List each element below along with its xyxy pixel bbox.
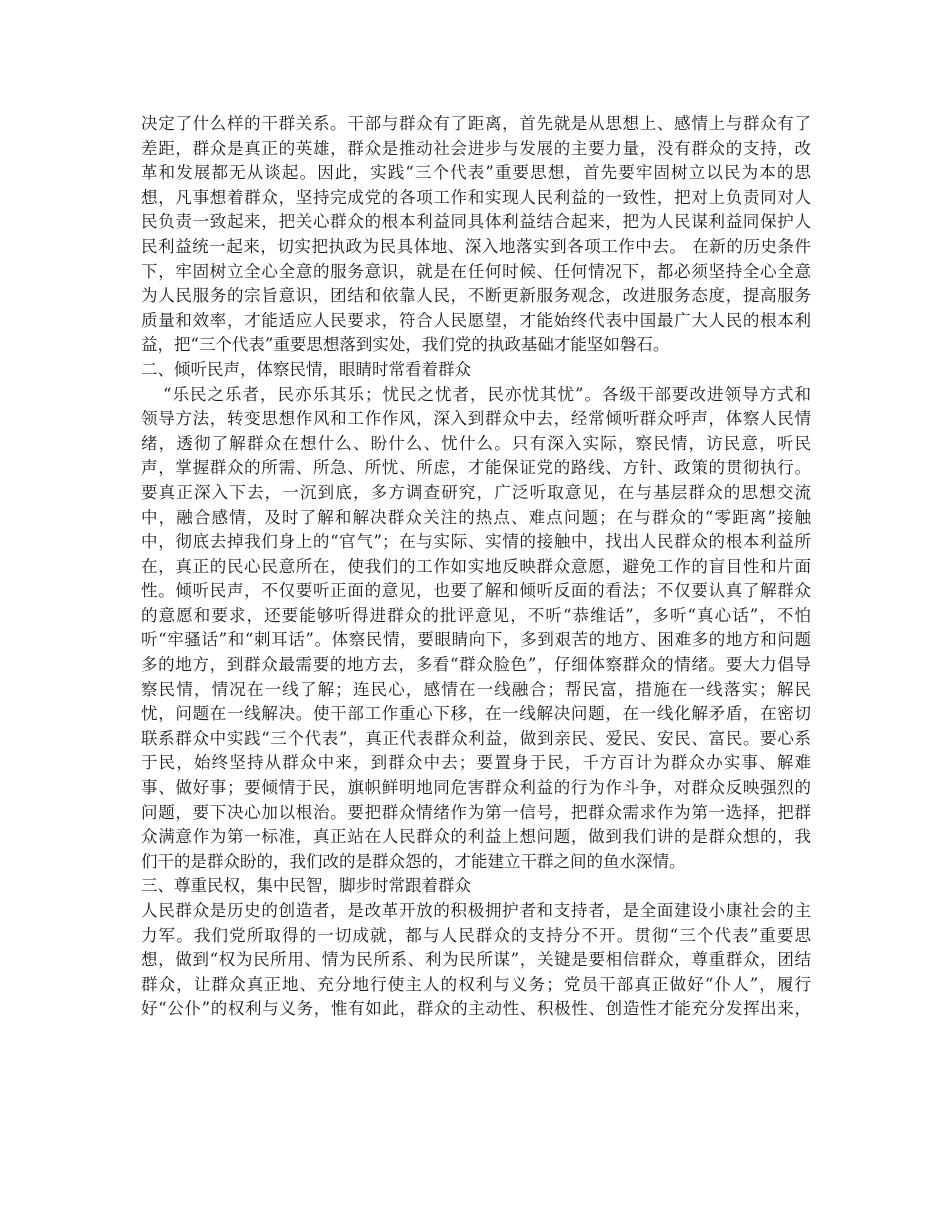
text-line: 事、做好事；要倾情于民，旗帜鲜明地同危害群众利益的行为作斗争，对群众反映强烈的 — [141, 778, 811, 798]
text-line: 多的地方，到群众最需要的地方去，多看“群众脸色”，仔细体察群众的情绪。要大力倡导 — [141, 655, 811, 675]
text-line: 想，凡事想着群众，坚持完成党的各项工作和实现人民利益的一致性，把对上负责同对人 — [141, 187, 811, 207]
text-line: “乐民之乐者，民亦乐其乐；忧民之忧者，民亦忧其忧”。各级干部要改进领导方式和 — [163, 384, 811, 404]
text-line: 听“牢骚话”和“刺耳话”。体察民情，要眼睛向下，多到艰苦的地方、困难多的地方和问题 — [141, 630, 811, 650]
text-line: 绪，透彻了解群众在想什么、盼什么、忧什么。只有深入实际，察民情，访民意，听民 — [141, 433, 811, 453]
section-heading: 二、倾听民声，体察民情，眼睛时常看着群众 — [141, 359, 471, 379]
text-line: 要真正深入下去，一沉到底，多方调查研究，广泛听取意见，在与基层群众的思想交流 — [141, 482, 811, 502]
text-line: 联系群众中实践“三个代表”，真正代表群众利益，做到亲民、爱民、安民、富民。要心系 — [141, 728, 811, 748]
text-line: 于民，始终坚持从群众中来，到群众中去；要置身于民，千方百计为群众办实事、解难 — [141, 753, 811, 773]
text-line: 察民情，情况在一线了解；连民心，感情在一线融合；帮民富，措施在一线落实；解民 — [141, 679, 811, 699]
text-line: 问题，要下决心加以根治。要把群众情绪作为第一信号，把群众需求作为第一选择，把群 — [141, 802, 811, 822]
text-line: 众满意作为第一标准，真正站在人民群众的利益上想问题，做到我们讲的是群众想的，我 — [141, 827, 811, 847]
text-line: 质量和效率，才能适应人民要求，符合人民愿望，才能始终代表中国最广大人民的根本利 — [141, 310, 811, 330]
section-heading: 三、尊重民权，集中民智，脚步时常跟着群众 — [141, 876, 471, 896]
text-line: 民利益统一起来，切实把执政为民具体地、深入地落实到各项工作中去。 在新的历史条件 — [141, 236, 811, 256]
text-line: 好“公仆”的权利与义务，惟有如此，群众的主动性、积极性、创造性才能充分发挥出来， — [141, 999, 811, 1019]
text-line: 下，牢固树立全心全意的服务意识，就是在任何时候、任何情况下，都必须坚持全心全意 — [141, 261, 811, 281]
text-line: 们干的是群众盼的，我们改的是群众怨的，才能建立干群之间的鱼水深情。 — [141, 851, 686, 871]
text-line: 革和发展都无从谈起。因此，实践“三个代表”重要思想，首先要牢固树立以民为本的思 — [141, 163, 811, 183]
text-line: 中，融合感情，及时了解和解决群众关注的热点、难点问题；在与群众的“零距离”接触 — [141, 507, 811, 527]
text-line: 群众，让群众真正地、充分地行使主人的权利与义务；党员干部真正做好“仆人”，履行 — [141, 974, 811, 994]
text-line: 性。倾听民声，不仅要听正面的意见，也要了解和倾听反面的看法；不仅要认真了解群众 — [141, 581, 811, 601]
text-line: 为人民服务的宗旨意识，团结和依靠人民，不断更新服务观念，改进服务态度，提高服务 — [141, 286, 811, 306]
text-line: 力军。我们党所取得的一切成就，都与人民群众的支持分不开。贯彻“三个代表”重要思 — [141, 925, 811, 945]
text-line: 忧，问题在一线解决。使干部工作重心下移，在一线解决问题，在一线化解矛盾，在密切 — [141, 704, 811, 724]
text-line: 差距，群众是真正的英雄，群众是推动社会进步与发展的主要力量，没有群众的支持，改 — [141, 138, 811, 158]
text-line: 益，把“三个代表”重要思想落到实处，我们党的执政基础才能坚如磐石。 — [141, 335, 670, 355]
text-line: 决定了什么样的干群关系。干部与群众有了距离，首先就是从思想上、感情上与群众有了 — [141, 114, 811, 133]
text-line: 声，掌握群众的所需、所急、所忧、所虑，才能保证党的路线、方针、政策的贯彻执行。 — [141, 458, 811, 478]
document-body — [141, 112, 811, 1022]
text-line: 想，做到“权为民所用、情为民所系、利为民所谋”，关键是要相信群众，尊重群众，团结 — [141, 950, 811, 970]
text-line: 民负责一致起来，把关心群众的根本利益同具体利益结合起来，把为人民谋利益同保护人 — [141, 212, 811, 232]
text-line: 的意愿和要求，还要能够听得进群众的批评意见，不听“恭维话”，多听“真心话”，不怕 — [141, 605, 811, 625]
text-line: 人民群众是历史的创造者，是改革开放的积极拥护者和支持者，是全面建设小康社会的主 — [141, 901, 811, 920]
text-line: 中，彻底去掉我们身上的“官气”；在与实际、实情的接触中，找出人民群众的根本利益所 — [141, 532, 811, 552]
text-line: 在，真正的民心民意所在，使我们的工作如实地反映群众意愿，避免工作的盲目性和片面 — [141, 556, 811, 576]
text-line: 领导方法，转变思想作风和工作作风，深入到群众中去，经常倾听群众呼声，体察人民情 — [141, 409, 811, 429]
